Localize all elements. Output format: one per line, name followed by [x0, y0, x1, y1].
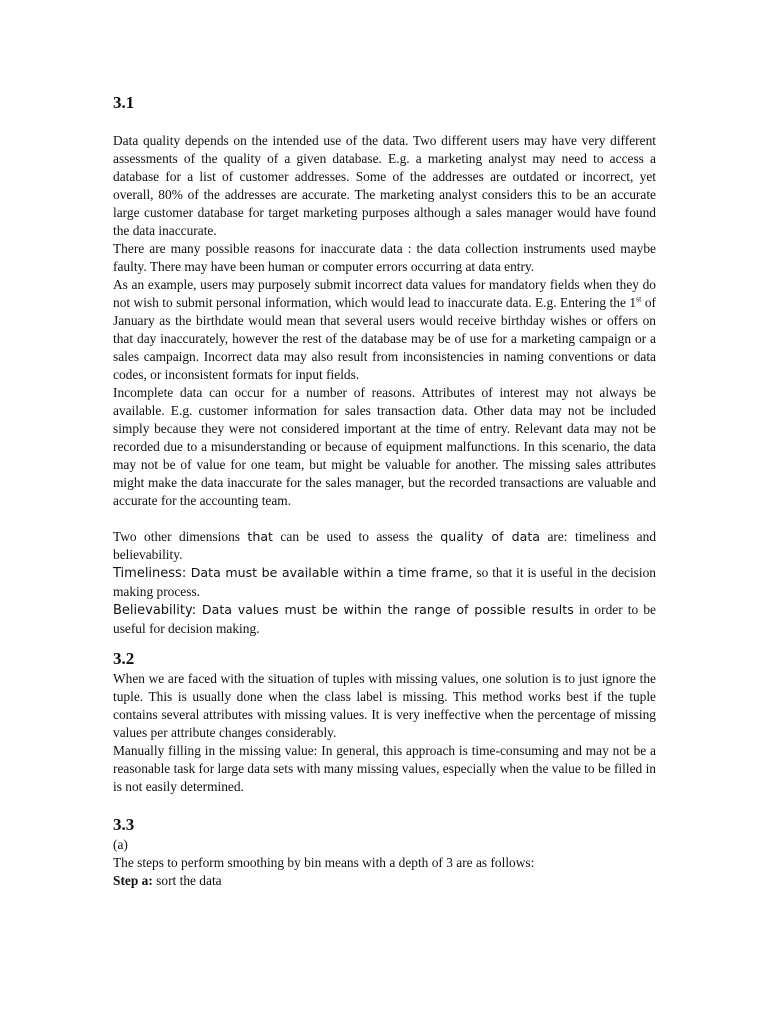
text-run-sans: that [247, 529, 273, 544]
step-label: Step a: [113, 873, 153, 888]
text-run-sans: quality of data [440, 529, 541, 544]
text-run: in order to be useful for decision making. [113, 602, 656, 636]
step-a-line [113, 872, 656, 890]
document-page [113, 92, 656, 890]
paragraph-missing-values: When we are faced with the situation of tuples with missing values, one solution is to just ignore the tuple. This is usually done when the class label is missing. This method works best if the tuple contains several attributes with missing values. It is very ineffective when the percentage of missing values per attribute changes considerably. [113, 671, 656, 740]
part-label-a: (a) [113, 837, 128, 852]
paragraph-example-incorrect [113, 276, 656, 384]
section-heading-3-3: 3.3 [113, 815, 135, 834]
spacer [113, 510, 656, 528]
paragraph-manual-fill: Manually filling in the missing value: In general, this approach is time-consuming and may not be a reasonable task for large data sets with many missing values, especially when the value to be filled in is not easily determined. [113, 743, 656, 794]
paragraph-believability [113, 601, 656, 638]
paragraph-incomplete-data: Incomplete data can occur for a number of reasons. Attributes of interest may not always be available. E.g. customer information for sales transaction data. Other data may not be included simply because they were not considered important at the time of entry. Relevant data may not be recorded due to a misunderstanding or because of equipment malfunctions. In this scenario, the data may not be of value for one team, but might be valuable for another. The missing sales attributes might make the data inaccurate for the sales manager, but the recorded transactions are valuable and accurate for the accounting team. [113, 385, 656, 508]
paragraph-other-dimensions [113, 528, 656, 564]
term-timeliness: Timeliness: [113, 566, 187, 581]
superscript-st: st [636, 294, 642, 304]
section-heading-3-2: 3.2 [113, 649, 135, 668]
text-run: Two other dimensions [113, 529, 248, 544]
paragraph-data-quality: Data quality depends on the intended use of the data. Two different users may have very different assessments of the quality of a given database. E.g. a marketing analyst may need to access a database for a list of customer addresses. Some of the addresses are outdated or incorrect, yet overall, 80% of the addresses are accurate. The marketing analyst considers this to be an accurate large customer database for target marketing purposes although a sales manager would have found the data inaccurate. [113, 133, 656, 238]
text-run-sans: Data must be available within a time frame, [186, 565, 473, 580]
text-run: so that it is useful in the decision making process. [113, 565, 656, 599]
text-run: As an example, users may purposely submit incorrect data values for mandatory fields when they do not wish to submit personal information, which would lead to inaccurate data. E.g. Entering the 1 [113, 277, 656, 310]
text-run: can be used to assess the [273, 529, 441, 544]
text-run-sans: Data values must be within the range of possible results [196, 602, 574, 617]
text-run: are: timeliness and believability. [113, 529, 657, 562]
paragraph-inaccurate-reasons: There are many possible reasons for inaccurate data : the data collection instruments used maybe faulty. There may have been human or computer errors occurring at data entry. [113, 241, 656, 274]
text-run: of January as the birthdate would mean that several users would receive birthday wishes or offers on that day inaccurately, however the rest of the database may be of use for a marketing campaign or a sales campaign. Incorrect data may also result from inconsistencies in naming conventions or data codes, or inconsistent formats for input fields. [113, 295, 656, 382]
section-heading-3-1: 3.1 [113, 93, 135, 112]
step-text: sort the data [152, 873, 222, 888]
paragraph-smoothing-intro: The steps to perform smoothing by bin means with a depth of 3 are as follows: [113, 855, 535, 870]
term-believability: Believability: [113, 603, 197, 618]
paragraph-timeliness [113, 564, 656, 601]
